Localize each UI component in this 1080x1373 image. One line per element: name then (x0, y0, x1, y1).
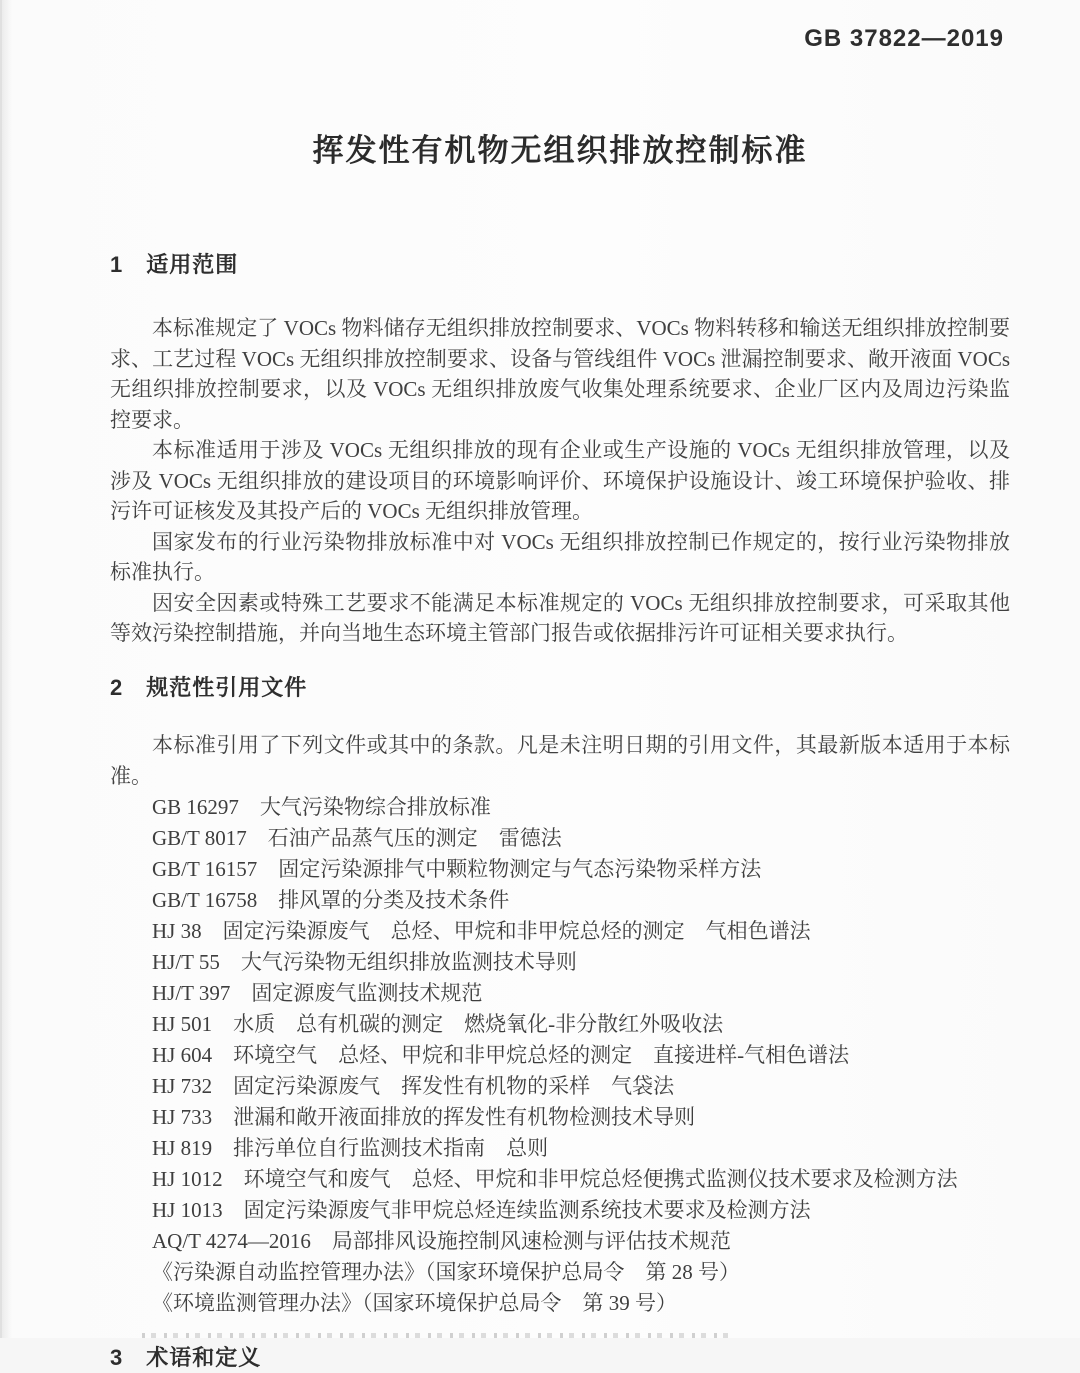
section-3-heading: 3 术语和定义 (110, 1344, 262, 1370)
reference-item: HJ/T 55 大气污染物无组织排放监测技术导则 (152, 949, 577, 974)
reference-item: HJ 1012 环境空气和废气 总烃、甲烷和非甲烷总烃便携式监测仪技术要求及检测方法 (152, 1166, 958, 1191)
references-intro-paragraph: 本标准引用了下列文件或其中的条款。凡是未注明日期的引用文件，其最新版本适用于本标准。 (110, 732, 1010, 788)
reference-item: 《环境监测管理办法》（国家环境保护总局令 第 39 号） (152, 1290, 677, 1315)
paragraph: 因安全因素或特殊工艺要求不能满足本标准规定的 VOCs 无组织排放控制要求，可采取其他等效污染控制措施，并向当地生态环境主管部门报告或依据排污许可证相关要求执行。 (110, 590, 1010, 645)
reference-item: HJ 501 水质 总有机碳的测定 燃烧氧化-非分散红外吸收法 (152, 1011, 724, 1036)
section-2-heading: 2 规范性引用文件 (110, 674, 308, 700)
reference-item: GB/T 16758 排风罩的分类及技术条件 (152, 887, 510, 912)
cut-off-text-line (142, 1333, 732, 1338)
paragraph: 本标准规定了 VOCs 物料储存无组织排放控制要求、VOCs 物料转移和输送无组织排放控制要求、工艺过程 VOCs 无组织排放控制要求、设备与管线组件 VOCs 泄漏控制要求、敞开液面 VOCs 无组织排放控制要求，以及 VOCs 无组织排放废气收集处理系统要求、企业厂区内及周边污染监控要求。 (110, 316, 1010, 432)
section-1-heading: 1 适用范围 (110, 252, 239, 277)
reference-item: GB 16297 大气污染物综合排放标准 (152, 794, 491, 819)
reference-item: HJ/T 397 固定源废气监测技术规范 (152, 980, 483, 1005)
reference-item: HJ 604 环境空气 总烃、甲烷和非甲烷总烃的测定 直接进样-气相色谱法 (152, 1042, 850, 1067)
document-title: 挥发性有机物无组织排放控制标准 (312, 133, 808, 168)
reference-item: HJ 38 固定污染源废气 总烃、甲烷和非甲烷总烃的测定 气相色谱法 (152, 918, 811, 943)
reference-item: AQ/T 4274—2016 局部排风设施控制风速检测与评估技术规范 (152, 1228, 731, 1253)
reference-item: HJ 819 排污单位自行监测技术指南 总则 (152, 1135, 549, 1160)
paragraph: 国家发布的行业污染物排放标准中对 VOCs 无组织排放控制已作规定的，按行业污染物排放标准执行。 (110, 529, 1010, 584)
reference-list (110, 792, 1010, 1319)
section-1-body (110, 313, 1010, 649)
reference-item: HJ 1013 固定污染源废气非甲烷总烃连续监测系统技术要求及检测方法 (152, 1197, 811, 1222)
reference-item: HJ 733 泄漏和敞开液面排放的挥发性有机物检测技术导则 (152, 1104, 696, 1129)
reference-item: HJ 732 固定污染源废气 挥发性有机物的采样 气袋法 (152, 1073, 675, 1098)
reference-item: GB/T 16157 固定污染源排气中颗粒物测定与气态污染物采样方法 (152, 856, 762, 881)
paragraph: 本标准适用于涉及 VOCs 无组织排放的现有企业或生产设施的 VOCs 无组织排放管理，以及涉及 VOCs 无组织排放的建设项目的环境影响评价、环境保护设施设计、竣工环境保护验收、排污许可证核发及其投产后的 VOCs 无组织排放管理。 (110, 438, 1010, 523)
standard-code: GB 37822—2019 (804, 25, 1004, 52)
reference-item: 《污染源自动监控管理办法》（国家环境保护总局令 第 28 号） (152, 1259, 740, 1284)
reference-item: GB/T 8017 石油产品蒸气压的测定 雷德法 (152, 825, 562, 850)
